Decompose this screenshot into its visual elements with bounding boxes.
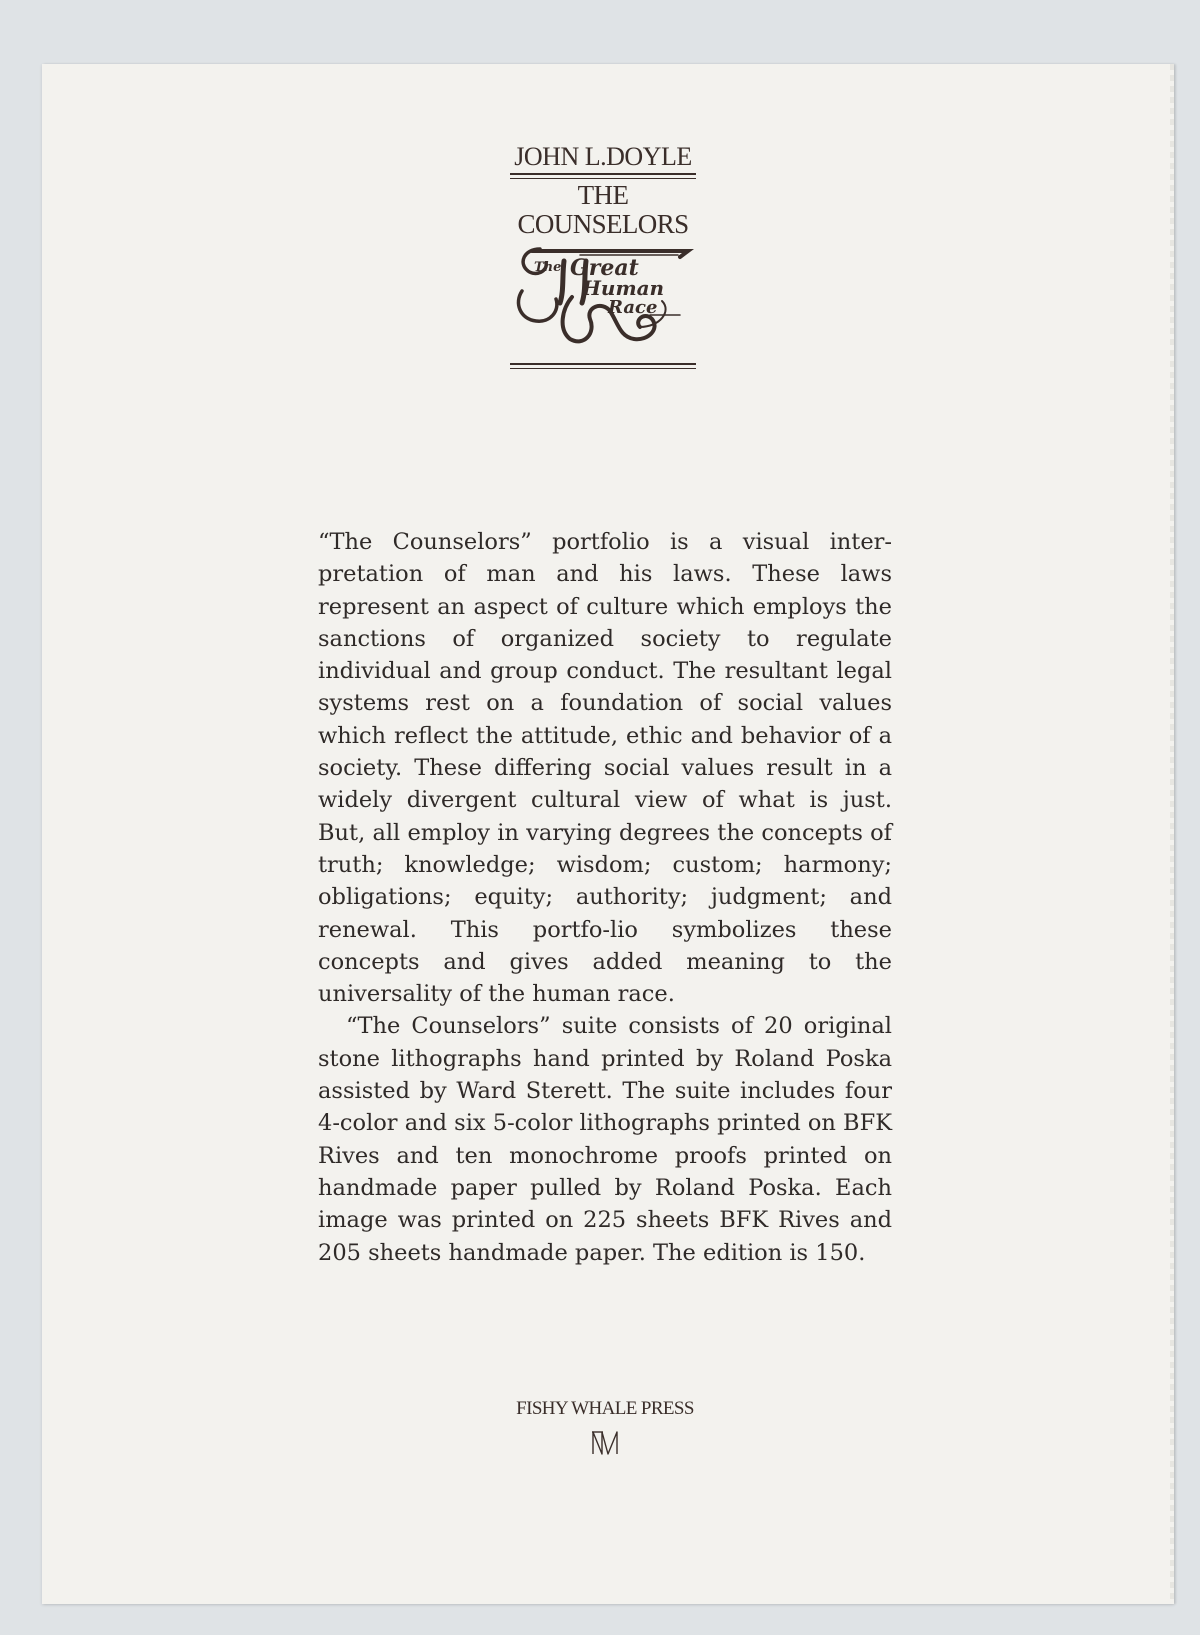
svg-text:The: The: [534, 260, 562, 275]
author-name: JOHN L.DOYLE: [514, 142, 692, 171]
description-paragraph-2: “The Counselors” suite consists of 20 original stone lithographs hand printed by Roland Poska assisted by Ward Sterett. The suite includes four 4-color and six 5-color lithographs printed on BFK Rives and ten monochrome proofs printed on handmade paper pulled by Roland Poska. Each image was printed on 225 sheets BFK Rives and 205 sheets handmade paper. The edition is 150.: [318, 1013, 893, 1266]
publisher-name: FISHY WHALE PRESS: [516, 1398, 694, 1419]
publisher-block: [500, 1398, 710, 1456]
title-rule: [510, 173, 696, 175]
title-bottom-rule: [510, 363, 696, 365]
portfolio-description: [318, 526, 892, 1269]
series-title-line2: COUNSELORS: [517, 209, 689, 239]
series-title: [510, 181, 696, 239]
deckle-edge: [1170, 64, 1174, 1604]
svg-text:Race: Race: [608, 297, 658, 318]
svg-text:Great: Great: [570, 255, 639, 281]
fw-monogram-icon: [590, 1428, 620, 1456]
series-title-line1: THE: [577, 180, 629, 210]
title-block: [510, 142, 696, 365]
svg-text:Human: Human: [582, 276, 665, 300]
description-paragraph-1: “The Counselors” portfolio is a visual inter-pretation of man and his laws. These laws represent an aspect of culture which employs the sanctions of organized society to regulate individual and group conduct. The resultant legal systems rest on a foundation of social values which reflect the attitude, ethic and behavior of a society. These differing social values result in a widely divergent cultural view of what is just. But, all employ in varying degrees the concepts of truth; knowledge; wisdom; custom; harmony; obligations; equity; authority; judgment; and renewal. This portfo-lio symbolizes these concepts and gives added meaning to the universality of the human race.: [318, 529, 892, 1008]
great-human-race-logo: [510, 241, 700, 349]
